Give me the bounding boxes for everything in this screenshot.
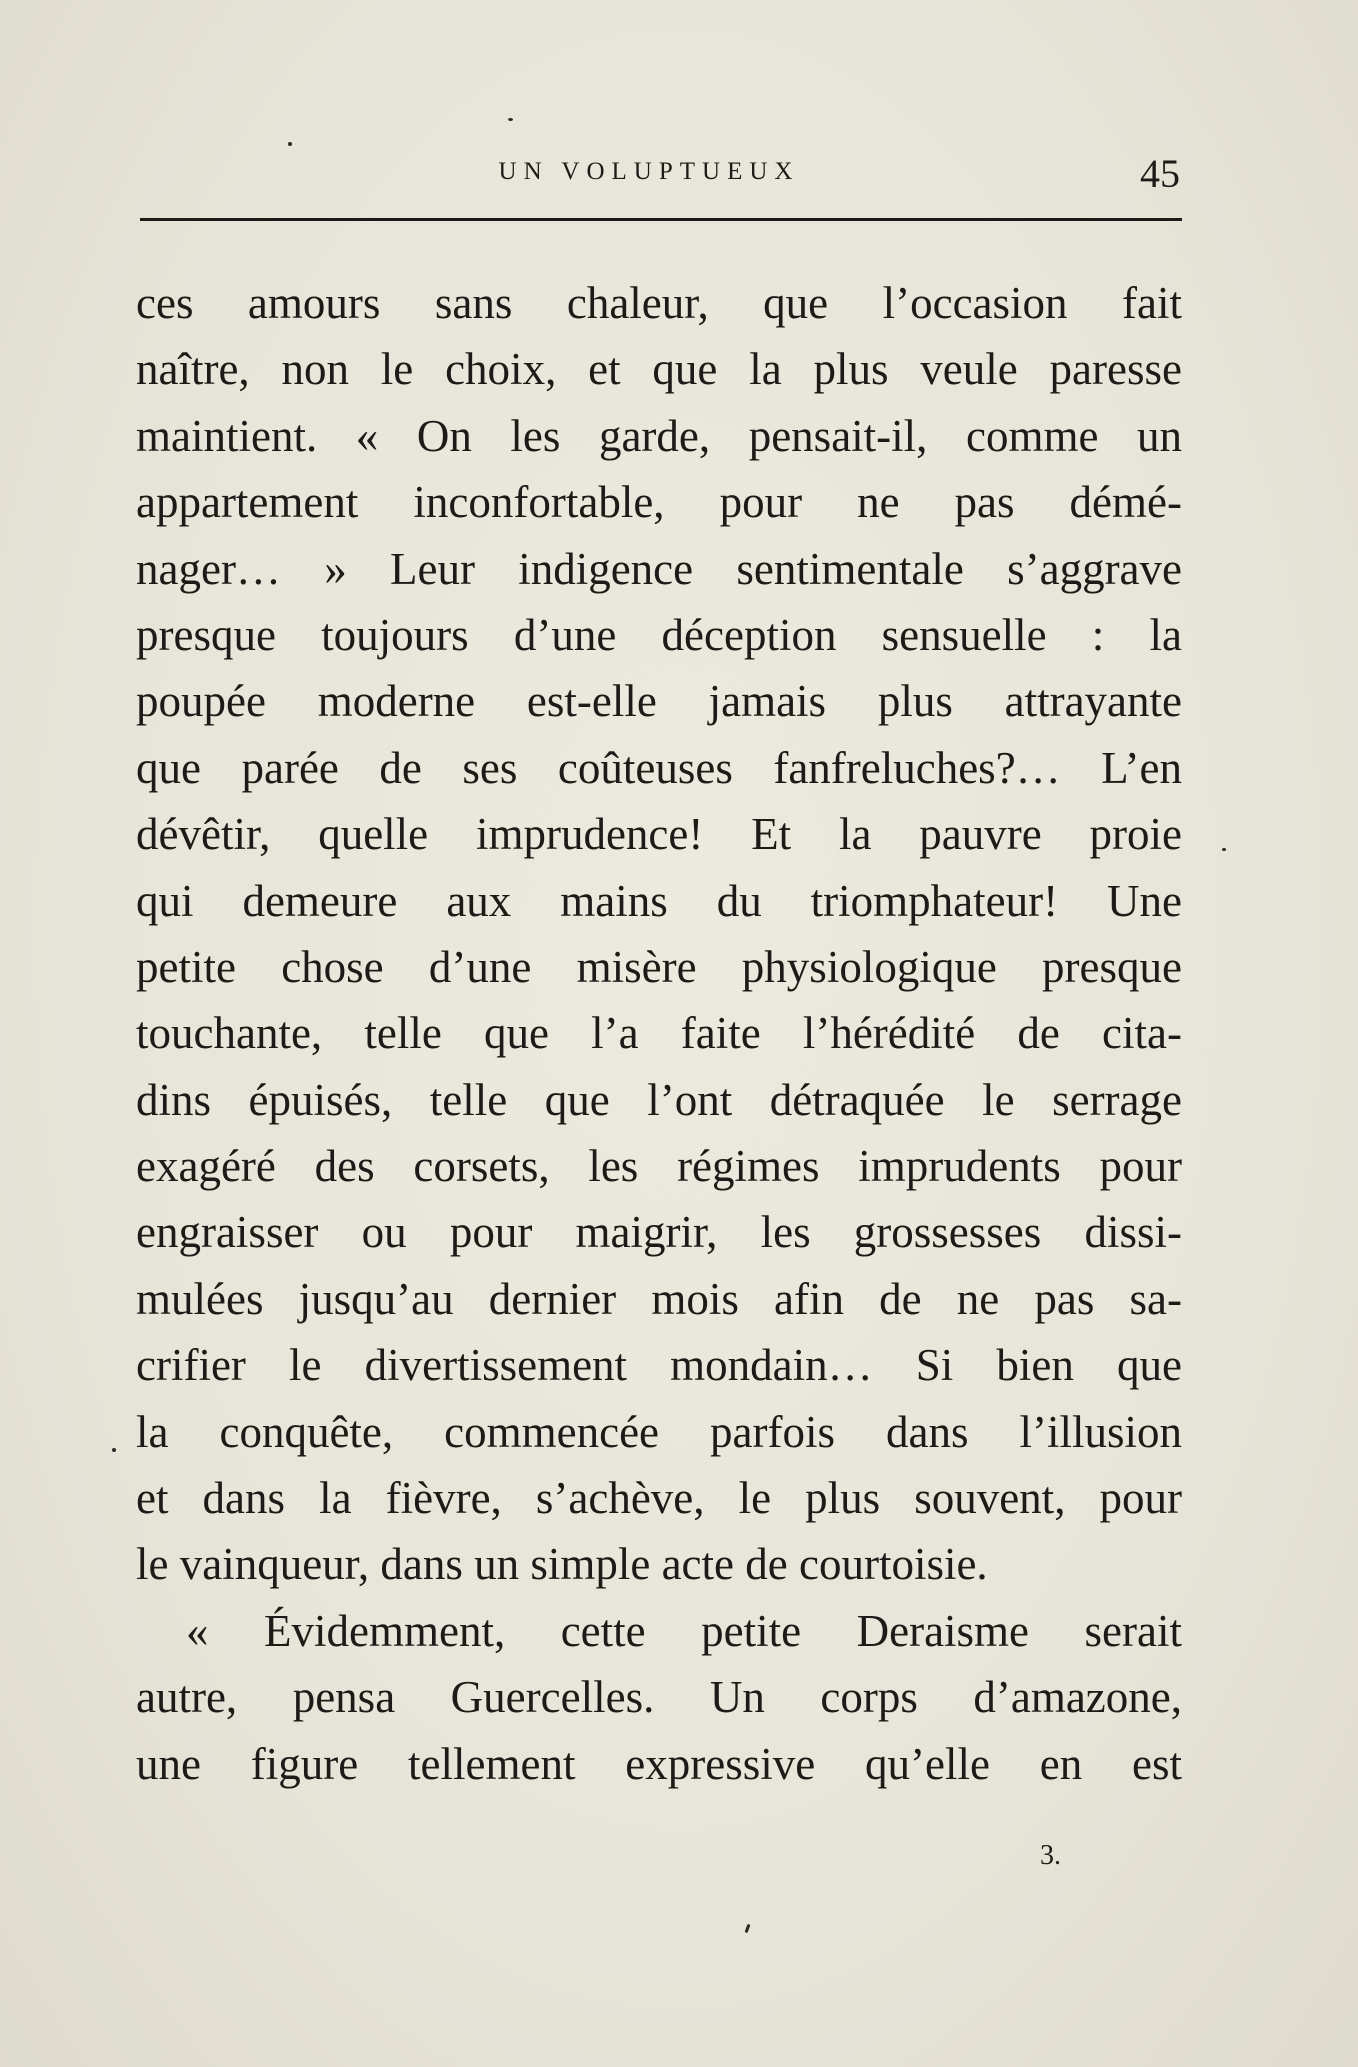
text-line: crifier le divertissement mondain… Si bien que (136, 1340, 1182, 1391)
ink-speck (1222, 848, 1226, 851)
text-line: une figure tellement expressive qu’elle en est (136, 1738, 1182, 1789)
header-rule (140, 218, 1182, 221)
text-line: ces amours sans chaleur, que l’occasion fait (136, 278, 1182, 328)
text-line: qui demeure aux mains du triomphateur! Une (136, 875, 1182, 926)
text-line: la conquête, commencée parfois dans l’illusion (136, 1406, 1182, 1457)
text-line: dins épuisés, telle que l’ont détraquée le serrage (136, 1074, 1182, 1125)
text-line: nager… » Leur indigence sentimentale s’aggrave (136, 543, 1182, 594)
ink-speck (508, 118, 513, 121)
text-line: et dans la fièvre, s’achève, le plus souvent, pour (136, 1473, 1182, 1524)
text-line: « Évidemment, cette petite Deraisme serait (186, 1605, 1182, 1656)
page-header (138, 148, 1180, 198)
text-line: mulées jusqu’au dernier mois afin de ne pas sa- (136, 1273, 1182, 1324)
text-line: naître, non le choix, et que la plus veule paresse (136, 344, 1182, 395)
text-line: appartement inconfortable, pour ne pas démé- (136, 477, 1182, 528)
text-line: touchante, telle que l’a faite l’hérédité de cita- (136, 1008, 1182, 1059)
text-line: dévêtir, quelle imprudence! Et la pauvre proie (136, 809, 1182, 860)
running-title: UN VOLUPTUEUX (498, 158, 800, 185)
text-line: petite chose d’une misère physiologique presque (136, 941, 1182, 992)
text-line: que parée de ses coûteuses fanfreluches?… L’en (136, 742, 1182, 793)
text-line: maintient. « On les garde, pensait-il, comme un (136, 410, 1182, 461)
page-number: 45 (1140, 151, 1180, 196)
text-line: presque toujours d’une déception sensuelle : la (136, 609, 1182, 660)
signature-mark: 3. (1040, 1840, 1061, 1871)
ink-speck (745, 1924, 751, 1933)
text-line: exagéré des corsets, les régimes imprudents pour (136, 1141, 1182, 1192)
text-line: poupée moderne est-elle jamais plus attrayante (136, 676, 1182, 727)
body-text (136, 270, 1182, 1797)
text-line: le vainqueur, dans un simple acte de courtoisie. (136, 1539, 988, 1590)
ink-speck (112, 1448, 116, 1452)
ink-speck (288, 142, 292, 146)
text-line: autre, pensa Guercelles. Un corps d’amazone, (136, 1672, 1182, 1723)
text-line: engraisser ou pour maigrir, les grossesses dissi- (136, 1207, 1182, 1258)
